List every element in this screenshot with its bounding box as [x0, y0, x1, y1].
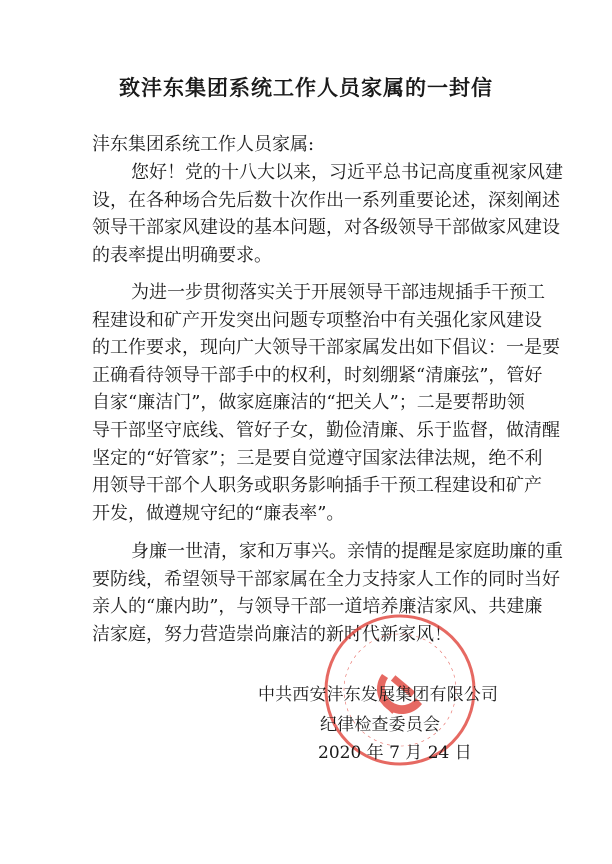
- salutation: 沣东集团系统工作人员家属:: [92, 134, 315, 155]
- paragraph-line: 要防线，希望领导干部家属在全力支持家人工作的同时当好: [92, 568, 560, 590]
- paragraph-line: 的工作要求，现向广大领导干部家属发出如下倡议：一是要: [92, 337, 560, 359]
- paragraph-line: 亲人的“廉内助”，与领导干部一道培养廉洁家风、共建廉: [92, 596, 543, 618]
- paragraph-line: 为进一步贯彻落实关于开展领导干部违规插手干预工: [131, 282, 545, 303]
- paragraph-line: 导干部坚守底线、管好子女，勤俭清廉、乐于监督，做清醒: [92, 420, 560, 441]
- signature-date: 2020 年 7 月 24 日: [318, 743, 472, 763]
- paragraph-line: 坚定的“好管家”；三是要自觉遵守国家法律法规，绝不利: [92, 447, 543, 469]
- paragraph-line: 开发，做遵规守纪的“廉表率”。: [92, 502, 345, 524]
- paragraph-line: 您好！党的十八大以来，习近平总书记高度重视家风建: [131, 162, 563, 183]
- paragraph-line: 领导干部家风建设的基本问题，对各级领导干部做家风建设: [92, 217, 560, 239]
- paragraph-line: 洁家庭，努力营造崇尚廉洁的新时代新家风！: [92, 623, 452, 645]
- paragraph-line: 设，在各种场合先后数十次作出一系列重要论述，深刻阐述: [92, 189, 560, 211]
- paragraph-line: 自家“廉洁门”，做家庭廉洁的“把关人”；二是要帮助领: [92, 392, 525, 414]
- paragraph-line: 正确看待领导干部手中的权利，时刻绷紧“清廉弦”，管好: [92, 364, 543, 386]
- paragraph-line: 用领导干部个人职务或职务影响插手干预工程建设和矿产: [92, 475, 542, 497]
- paragraph-line: 的表率提出明确要求。: [92, 244, 272, 266]
- signature-dept: 纪律检查委员会: [320, 715, 440, 735]
- letter-title: 致沣东集团系统工作人员家属的一封信: [119, 75, 493, 100]
- paragraph-line: 程建设和矿产开发突出问题专项整治中有关强化家风建设: [92, 309, 542, 331]
- paragraph-line: 身廉一世清，家和万事兴。亲情的提醒是家庭助廉的重: [131, 541, 563, 562]
- signature-org: 中共西安沣东发展集团有限公司: [258, 685, 498, 705]
